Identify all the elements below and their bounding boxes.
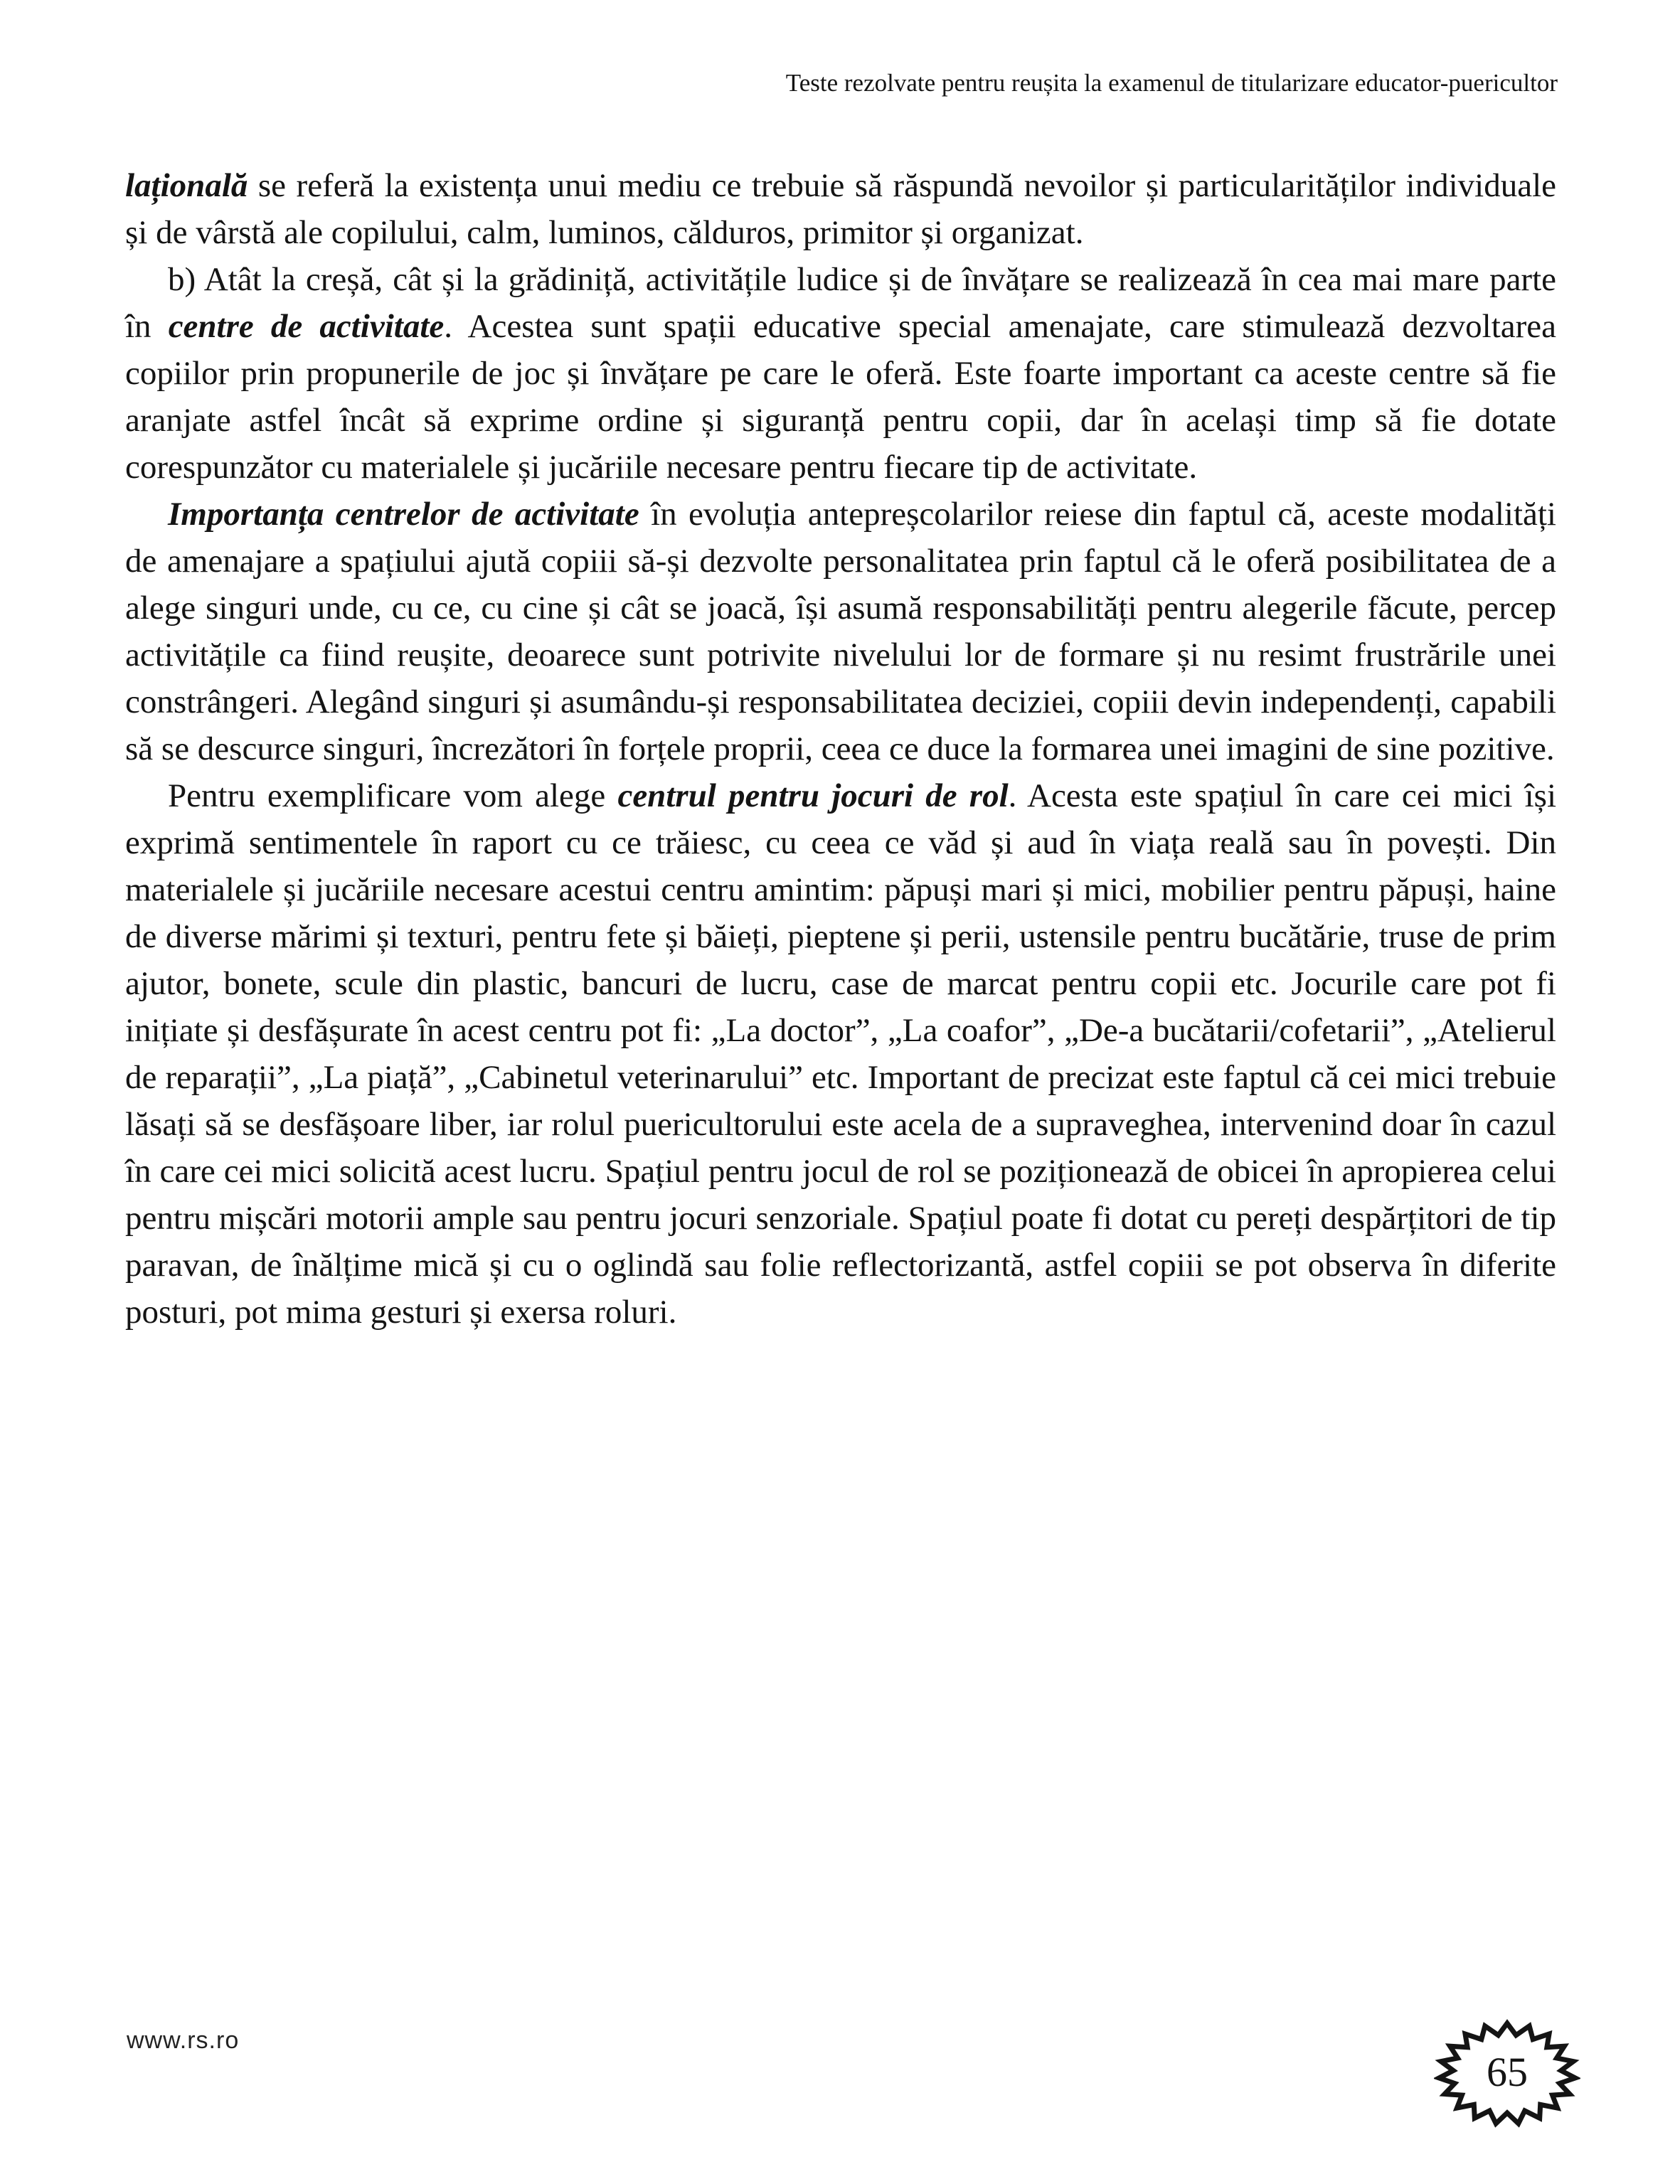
body-text: . Acestea sunt spații educative special amenajate, care stimulează dezvoltarea copiilor prin propunerile de joc și învățare pe care le oferă. Este foarte important ca aceste centre să fie aranjate astfel încât să exprime ordine și siguranță pentru copii, dar în același timp să fie dotate corespunzător cu materialele și jucăriile necesare pentru fiecare tip de activitate.	[125, 308, 1556, 486]
page-number-badge	[1434, 2018, 1580, 2129]
paragraph	[125, 491, 1556, 772]
body-text: în evoluția antepreșcolarilor reiese din faptul că, aceste modalități de amenajare a spațiului ajută copiii să-și dezvolte personalitatea prin faptul că le oferă posibilitatea de a alege singuri unde, cu ce, cu cine și cât se joacă, își asumă responsabilități pentru alegerile făcute, percep activitățile ca fiind reușite, deoarece sunt potrivite nivelului lor de formare și nu resimt frustrările unei constrângeri. Alegând singuri și asumându-și responsabilitatea deciziei, copiii devin independenți, capabili să se descurce singuri, încrezători în forțele proprii, ceea ce duce la formarea unei imagini de sine pozitive.	[125, 496, 1556, 767]
running-header	[125, 68, 1558, 98]
page-number: 65	[1487, 2048, 1528, 2095]
body-text: b) Atât la creșă, cât și la grădiniță, activitățile ludice și de învățare se realizează în cea mai mare parte în	[125, 261, 1556, 345]
emphasis-text: Importanța centrelor de activitate	[168, 496, 639, 533]
page-body	[125, 162, 1556, 1336]
body-text: . Acesta este spațiul în care cei mici își exprimă sentimentele în raport cu ce trăiesc, cu ceea ce văd și aud în viața reală sau în povești. Din materialele și jucăriile necesare acestui centru amintim: păpuși mari și mici, mobilier pentru păpuși, haine de diverse mărimi și texturi, pentru fete și băieți, pieptene și perii, ustensile pentru bucătărie, truse de prim ajutor, bonete, scule din plastic, bancuri de lucru, case de marcat pentru copii etc. Jocurile care pot fi inițiate și desfășurate în acest centru pot fi: „La doctor”, „La coafor”, „De-a bucătarii/cofetarii”, „Atelierul de reparații”, „La piață”, „Cabinetul veterinarului” etc. Important de precizat este faptul că cei mici trebuie lăsați să se desfășoare liber, iar rolul puericultorului este acela de a supraveghea, intervenind doar în cazul în care cei mici solicită acest lucru. Spațiul pentru jocul de rol se poziționează de obicei în apropierea celui pentru mișcări motorii ample sau pentru jocuri senzoriale. Spațiul poate fi dotat cu pereți despărțitori de tip paravan, de înălțime mică și cu o oglindă sau folie reflectorizantă, astfel copiii se pot observa în diferite posturi, pot mima gesturi și exersa roluri.	[125, 777, 1557, 1331]
paragraph	[125, 162, 1556, 256]
emphasis-text: centrul pentru jocuri de rol	[617, 777, 1009, 814]
website-url: www.rs.ro	[127, 2027, 240, 2054]
running-header-title: Teste rezolvate pentru reușita la examenul de titularizare educator-puericultor	[785, 69, 1558, 97]
paragraph	[125, 256, 1556, 491]
body-text: Pentru exemplificare vom alege	[168, 777, 618, 814]
paragraph	[125, 772, 1556, 1336]
body-text: se referă la existența unui mediu ce trebuie să răspundă nevoilor și particularităților individuale și de vârstă ale copilului, calm, luminos, călduros, primitor și organizat.	[125, 167, 1556, 251]
emphasis-text: lațională	[125, 167, 248, 204]
emphasis-text: centre de activitate	[168, 308, 445, 345]
